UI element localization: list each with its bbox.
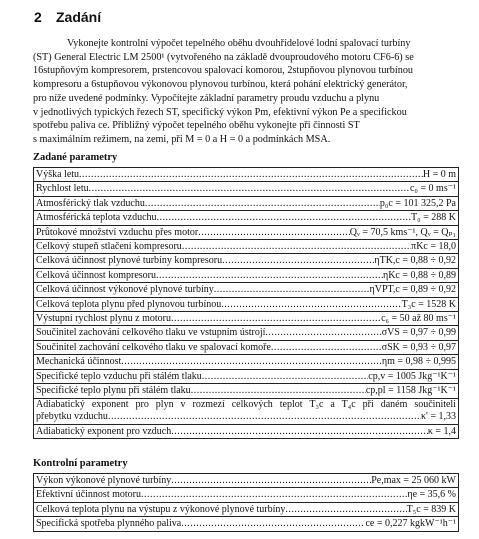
dot-leader xyxy=(182,240,411,253)
parameter-row xyxy=(34,326,459,340)
parameter-value: ηe = 35,6 % xyxy=(407,489,456,501)
parameter-cell xyxy=(34,225,459,239)
parameter-line xyxy=(36,211,456,224)
parameter-value: cp,v = 1005 Jkg⁻¹K⁻¹ xyxy=(368,370,456,382)
parameter-value: ce = 0,227 kgkW⁻¹h⁻¹ xyxy=(365,518,456,530)
parameter-row xyxy=(34,168,459,182)
parameter-cell xyxy=(34,211,459,225)
parameter-cell xyxy=(34,168,459,182)
parameter-label: Efektivní účinnost motoru xyxy=(36,489,141,501)
parameter-label: Celková účinnost kompresoru xyxy=(36,269,156,281)
parameter-row xyxy=(34,182,459,196)
parameter-line xyxy=(36,326,456,339)
parameter-label: Výkon výkonové plynové turbíny xyxy=(36,475,172,486)
parameter-line xyxy=(36,312,456,325)
parameter-label: Součinitel zachování celkového tlaku ve spalovací komoře xyxy=(36,341,271,353)
parameter-cell xyxy=(34,488,459,502)
parameter-label: přebytku vzduchu xyxy=(36,411,108,423)
parameter-label: Celková teplota plynu na výstupu z výkonové plynové turbíny xyxy=(36,503,286,515)
parameter-row xyxy=(34,384,459,398)
parameter-cell xyxy=(34,355,459,369)
dot-leader xyxy=(141,488,407,501)
parameter-value: cp,pl = 1158 Jkg⁻¹K⁻¹ xyxy=(365,385,456,397)
paragraph-line: spotřebu paliva ce. Přibližný výpočet tepelného oběhu vykonejte při činnosti ST xyxy=(33,120,360,132)
parameter-label: Specifická spotřeba plynného paliva xyxy=(36,518,182,530)
parameter-row xyxy=(34,240,459,254)
parameter-row xyxy=(34,340,459,354)
given-parameters-title: Zadané parametry xyxy=(33,152,118,163)
parameter-line xyxy=(36,355,456,368)
parameter-label: Celková účinnost plynové turbíny kompresoru xyxy=(36,255,223,267)
parameter-line xyxy=(36,517,456,530)
section-title: Zadání xyxy=(56,9,102,25)
dot-leader xyxy=(171,312,381,325)
parameter-label: Mechanická účinnost xyxy=(36,356,122,368)
parameter-label: Atmosférická teplota vzduchu xyxy=(36,212,157,224)
parameter-cell xyxy=(34,517,459,531)
parameter-label: Rychlost letu xyxy=(36,183,89,195)
paragraph-line: 16stupňovým kompresorem, prstencovou spalovací komorou, 2stupňovou plynovou turbínou xyxy=(33,65,414,77)
parameter-line xyxy=(36,474,456,487)
dot-leader xyxy=(171,474,371,487)
parameter-row xyxy=(34,254,459,268)
section-number: 2 xyxy=(34,9,42,25)
parameter-value: κ' = 1,33 xyxy=(421,411,456,423)
parameter-cell xyxy=(34,268,459,282)
parameter-row xyxy=(34,297,459,311)
parameter-value: ηm = 0,98 ÷ 0,995 xyxy=(381,356,456,368)
dot-leader xyxy=(222,254,374,267)
parameter-line xyxy=(36,298,456,311)
parameter-row xyxy=(34,369,459,383)
parameter-line xyxy=(36,283,456,296)
parameter-value: κ = 1,4 xyxy=(427,425,456,437)
paragraph-line: (ST) General Electric LM 2500¹ (vytvořeného na základě dvouproudového motoru CF6-6) se xyxy=(33,51,414,63)
parameter-value: p₀c = 101 325,2 Pa xyxy=(379,197,456,209)
parameter-label: Adiabatický exponent pro plyn v rozmezí celkových teplot T₃c a T₄c při daném součiniteli xyxy=(36,398,456,410)
parameter-row xyxy=(34,502,459,516)
parameter-value: ηKc = 0,88 ÷ 0,89 xyxy=(382,269,456,281)
parameter-label: Celková účinnost výkonové plynové turbíny xyxy=(36,284,214,296)
parameter-value: Qᵥ = 70,5 kms⁻¹, Qᵥ = Qₚ₁ xyxy=(349,226,456,238)
parameter-line xyxy=(36,269,456,282)
dot-leader xyxy=(202,370,368,383)
parameter-cell xyxy=(34,240,459,254)
parameter-line xyxy=(36,370,456,383)
parameter-row xyxy=(34,398,459,424)
parameter-row xyxy=(34,424,459,438)
parameter-value: c₀ = 0 ms⁻¹ xyxy=(409,183,456,195)
parameter-cell xyxy=(34,384,459,398)
parameter-line xyxy=(36,197,456,210)
dot-leader xyxy=(285,503,406,516)
parameter-line xyxy=(36,226,456,239)
paragraph-line: pro níže uvedené podmínky. Vypočítejte základní parametry proudu vzduchu a plynu xyxy=(33,92,380,104)
parameter-cell xyxy=(34,283,459,297)
dot-leader xyxy=(89,182,410,195)
parameter-row xyxy=(34,283,459,297)
parameter-row xyxy=(34,312,459,326)
parameter-value: Pe,max = 25 060 kW xyxy=(371,475,456,486)
parameter-label: Součinitel zachování celkového tlaku ve vstupním ústrojí xyxy=(36,327,266,339)
parameter-row xyxy=(34,355,459,369)
paragraph-line: Vykonejte kontrolní výpočet tepelného oběhu dvouhřídelové lodní spalovací turbíny xyxy=(67,38,411,49)
parameter-row xyxy=(34,211,459,225)
given-parameters-table xyxy=(33,167,459,439)
parameter-label: Výstupní rychlost plynu z motoru xyxy=(36,313,171,325)
parameter-line xyxy=(36,254,456,267)
parameter-label: Specifické teplo plynu při stálém tlaku xyxy=(36,385,191,397)
parameter-cell xyxy=(34,369,459,383)
parameter-value: T₀ = 288 K xyxy=(411,212,456,224)
parameter-line xyxy=(36,168,456,181)
paragraph-line: s maximálním režimem, na zemi, při M = 0 a H = 0 a podmínkách MSA. xyxy=(33,133,331,145)
dot-leader xyxy=(157,211,412,224)
dot-leader xyxy=(198,226,350,239)
dot-leader xyxy=(121,355,382,368)
parameter-label: Celkový stupeň stlačení kompresoru xyxy=(36,241,182,253)
parameter-cell xyxy=(34,312,459,326)
dot-leader xyxy=(171,425,428,438)
paragraph-line: kompresoru a 6stupňovou výkonovou plynovou turbínou, která pohání elektrický generátor, xyxy=(33,79,408,91)
control-parameters-table xyxy=(33,473,459,532)
parameter-line xyxy=(36,488,456,501)
parameter-value: T₃c = 1528 K xyxy=(401,298,456,310)
parameter-row xyxy=(34,517,459,531)
parameter-value: c₆ = 50 až 80 ms⁻¹ xyxy=(381,313,456,325)
parameter-cell xyxy=(34,254,459,268)
parameter-value: σSK = 0,93 ÷ 0,97 xyxy=(381,341,456,353)
parameter-value: ηVPT,c = 0,89 ÷ 0,92 xyxy=(369,284,456,296)
parameter-line xyxy=(36,182,456,195)
parameter-line xyxy=(36,384,456,397)
parameter-line xyxy=(36,240,456,253)
parameter-row xyxy=(34,268,459,282)
parameter-row xyxy=(34,488,459,502)
dot-leader xyxy=(108,411,421,424)
parameter-cell xyxy=(34,340,459,354)
parameter-row xyxy=(34,196,459,210)
parameter-value: ηTK,c = 0,88 ÷ 0,92 xyxy=(374,255,456,267)
dot-leader xyxy=(181,517,365,530)
parameter-cell xyxy=(34,502,459,516)
parameter-label: Výška letu xyxy=(36,169,80,180)
control-parameters-title: Kontrolní parametry xyxy=(33,458,128,469)
dot-leader xyxy=(265,326,381,339)
parameter-cell xyxy=(34,297,459,311)
dot-leader xyxy=(191,384,366,397)
parameter-cell xyxy=(34,474,459,488)
parameter-row xyxy=(34,225,459,239)
parameter-label: Adiabatický exponent pro vzduch xyxy=(36,425,172,437)
parameter-value: T₅c = 839 K xyxy=(406,503,456,515)
dot-leader xyxy=(156,269,383,282)
dot-leader xyxy=(214,283,370,296)
paragraph-line: v jednotlivých typických řezech ST, specifický výkon Pm, efektivní výkon Pe a specifickou xyxy=(33,106,407,118)
dot-leader xyxy=(221,298,401,311)
parameter-line xyxy=(36,503,456,516)
parameter-cell xyxy=(34,398,459,424)
parameter-label: Celková teplota plynu před plynovou turbínou xyxy=(36,298,222,310)
dot-leader xyxy=(79,168,423,181)
dot-leader xyxy=(271,341,382,354)
parameter-line xyxy=(36,341,456,354)
parameter-line xyxy=(36,425,456,438)
parameter-value: πKc = 18,0 xyxy=(411,241,456,253)
parameter-label: Průtokové množství vzduchu přes motor xyxy=(36,226,199,238)
parameter-cell xyxy=(34,326,459,340)
parameter-cell xyxy=(34,196,459,210)
parameter-row xyxy=(34,474,459,488)
dot-leader xyxy=(145,197,380,210)
parameter-value: σVS = 0,97 ÷ 0,99 xyxy=(381,327,456,339)
assignment-paragraph xyxy=(33,37,457,147)
parameter-value: H = 0 m xyxy=(422,169,456,180)
section-heading xyxy=(34,9,101,25)
parameter-label: Specifické teplo vzduchu při stálém tlaku xyxy=(36,370,202,382)
parameter-cell xyxy=(34,182,459,196)
parameter-label: Atmosférický tlak vzduchu xyxy=(36,197,145,209)
parameter-cell xyxy=(34,424,459,438)
parameter-line xyxy=(36,411,456,424)
